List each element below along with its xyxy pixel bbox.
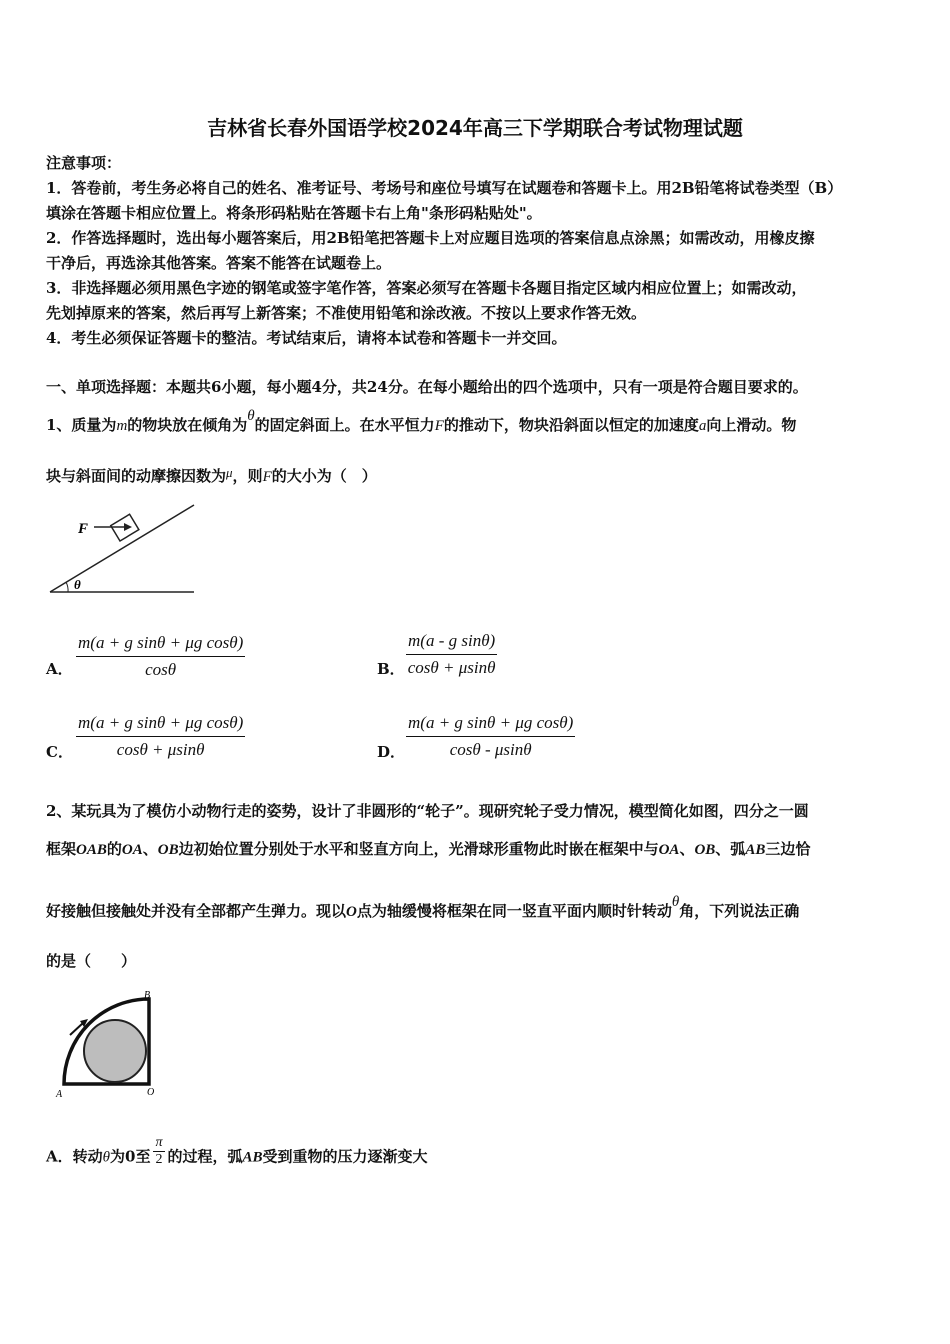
- option-c-fraction: [76, 713, 245, 760]
- label-o: O: [147, 1087, 155, 1098]
- option-a-denominator: cosθ: [145, 660, 177, 679]
- option-a-label: A．: [46, 660, 73, 678]
- option-c-denominator: cosθ + μsinθ: [116, 740, 205, 759]
- q2-stem-line2: 框架OAB的OA、OB边初始位置分别处于水平和竖直方向上，光滑球形重物此时嵌在框架中与OA、OB、弧AB三边恰: [46, 840, 811, 858]
- option-b-numerator: m(a - g sinθ): [406, 631, 497, 655]
- label-a: A: [56, 1089, 63, 1100]
- option-c-label: C．: [46, 743, 73, 761]
- notice-line: 1．答卷前，考生务必将自己的姓名、准考证号、考场号和座位号填写在试题卷和答题卡上。用2B铅笔将试卷类型（B）: [46, 179, 843, 197]
- notice-line: 2．作答选择题时，选出每小题答案后，用2B铅笔把答题卡上对应题目选项的答案信息点涂黑；如需改动，用橡皮擦: [46, 229, 815, 247]
- notice-line: 填涂在答题卡相应位置上。将条形码粘贴在答题卡右上角"条形码粘贴处"。: [46, 204, 542, 222]
- option-b-label: B．: [377, 660, 405, 678]
- label-b: B: [144, 990, 151, 1001]
- option-d-fraction: [406, 713, 575, 760]
- q2-stem-line4: 的是（ ）: [46, 952, 137, 970]
- notice-line: 4．考生必须保证答题卡的整洁。考试结束后，请将本试卷和答题卡一并交回。: [46, 329, 567, 347]
- option-b-denominator: cosθ + μsinθ: [407, 658, 496, 677]
- ball-weight: [84, 1020, 146, 1082]
- q2-stem-line3: 好接触但接触处并没有全部都产生弹力。现以O点为轴缓慢将框架在同一竖直平面内顺时针转动θ角，下列说法正确: [46, 894, 800, 920]
- option-d-label: D．: [377, 743, 406, 761]
- q1-stem-line2: 块与斜面间的动摩擦因数为μ，则F的大小为（ ）: [46, 465, 377, 485]
- option-a-fraction: [76, 633, 245, 680]
- q2-stem-line1: 2、某玩具为了模仿小动物行走的姿势，设计了非圆形的“轮子”。现研究轮子受力情况，模型简化如图，四分之一圆: [46, 802, 809, 820]
- page-title: 吉林省长春外国语学校2024年高三下学期联合考试物理试题: [207, 116, 743, 140]
- option-b-fraction: [406, 631, 497, 678]
- force-label: F: [78, 521, 89, 537]
- notice-line: 干净后，再选涂其他答案。答案不能答在试题卷上。: [46, 254, 392, 272]
- option-c-numerator: m(a + g sinθ + μg cosθ): [76, 713, 245, 737]
- section-heading: 一、单项选择题：本题共6小题，每小题4分，共24分。在每小题给出的四个选项中，只有一项是符合题目要求的。: [46, 378, 808, 396]
- option-d-numerator: m(a + g sinθ + μg cosθ): [406, 713, 575, 737]
- q2-option-a: A．转动θ为0至 $\frac{\pi}{2}$ 的过程，弧AB受到重物的压力逐渐变大: [46, 1135, 428, 1167]
- angle-arc: [66, 582, 68, 592]
- notice-heading: 注意事项：: [46, 154, 122, 172]
- notice-line: 先划掉原来的答案，然后再写上新答案；不准使用铅笔和涂改液。不按以上要求作答无效。: [46, 304, 647, 322]
- option-d-denominator: cosθ - μsinθ: [449, 740, 532, 759]
- q2-frame-figure: [50, 985, 170, 1105]
- q1-incline-figure: [44, 500, 204, 600]
- pi-over-2-fraction: $\frac{\pi}{2}$: [155, 1135, 163, 1167]
- angle-label: θ: [74, 577, 81, 592]
- q1-stem-line1: 1、质量为m的物块放在倾角为θ的固定斜面上。在水平恒力F的推动下，物块沿斜面以恒定的加速度a向上滑动。物: [46, 408, 797, 434]
- notice-line: 3．非选择题必须用黑色字迹的钢笔或签字笔作答，答案必须写在答题卡各题目指定区域内相应位置上；如需改动，: [46, 279, 807, 297]
- option-a-numerator: m(a + g sinθ + μg cosθ): [76, 633, 245, 657]
